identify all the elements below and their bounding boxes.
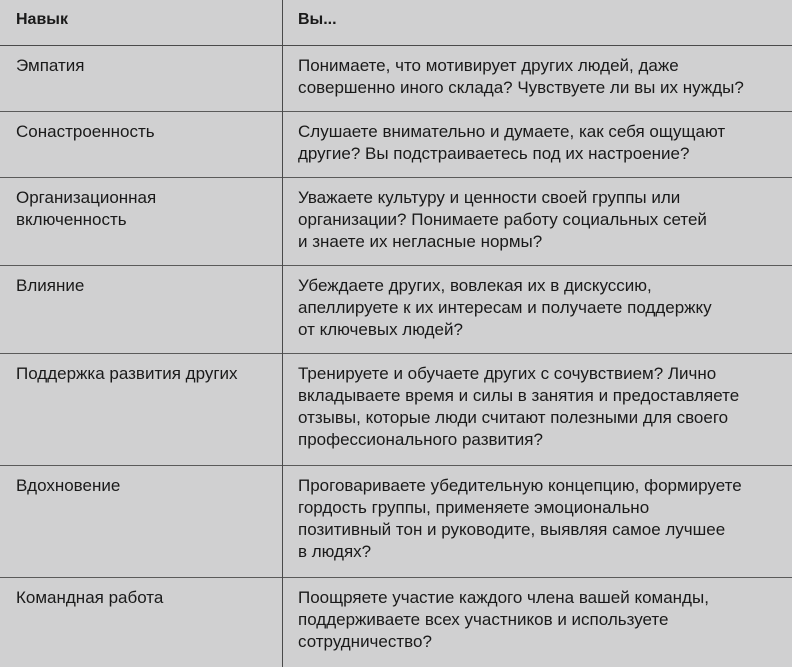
skill-cell: Вдохновение (16, 476, 121, 495)
table-row-developing-others (0, 354, 792, 466)
skill-cell: Влияние (16, 276, 85, 295)
table-header (0, 0, 792, 46)
desc-cell: Уважаете культуру и ценности своей группы или организации? Понимаете работу социальных сетей и знаете их негласные нормы? (298, 188, 707, 251)
desc-cell: Убеждаете других, вовлекая их в дискуссию, апеллируете к их интересам и получаете поддержку от ключевых людей? (298, 276, 712, 339)
desc-cell: Проговариваете убедительную концепцию, формируете гордость группы, применяете эмоционально позитивный тон и руководите, выявляя самое лучшее в людях? (298, 476, 742, 561)
desc-cell: Тренируете и обучаете других с сочувствием? Лично вкладываете время и силы в занятия и предоставляете отзывы, которые люди считают полезными для своего профессионального развития? (298, 364, 740, 449)
table-row-attunement (0, 112, 792, 178)
column-divider (282, 0, 283, 667)
skill-cell: Эмпатия (16, 56, 85, 75)
header-you: Вы... (298, 11, 337, 28)
skill-cell: Командная работа (16, 588, 164, 607)
table-row-empathy (0, 46, 792, 112)
desc-cell: Понимаете, что мотивирует других людей, даже совершенно иного склада? Чувствуете ли вы их нужды? (298, 56, 744, 97)
table-row-teamwork (0, 578, 792, 667)
desc-cell: Слушаете внимательно и думаете, как себя ощущают другие? Вы подстраиваетесь под их настроение? (298, 122, 726, 163)
table-row-organizational-awareness (0, 178, 792, 266)
table-row-influence (0, 266, 792, 354)
skill-cell: Сонастроенность (16, 122, 155, 141)
header-skill: Навык (16, 11, 68, 28)
skill-cell: Организационная включенность (16, 188, 157, 229)
skill-cell: Поддержка развития других (16, 364, 238, 383)
desc-cell: Поощряете участие каждого члена вашей команды, поддерживаете всех участников и используете сотрудничество? (298, 588, 709, 651)
table-row-inspiration (0, 466, 792, 578)
